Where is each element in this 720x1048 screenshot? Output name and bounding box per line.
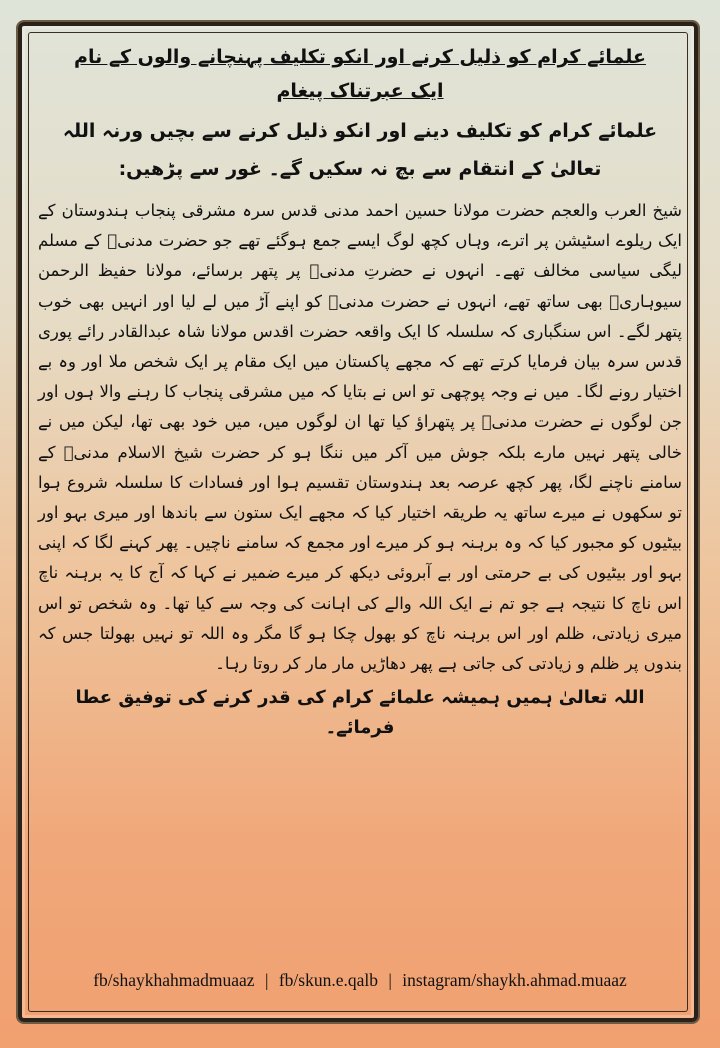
separator: | (264, 970, 269, 990)
instagram-handle: instagram/shaykh.ahmad.muaaz (402, 970, 627, 990)
facebook-handle-2: fb/skun.e.qalb (278, 970, 378, 990)
title-line-1: علمائے کرام کو ذلیل کرنے اور انکو تکلیف پہنچانے والوں کے نام (74, 46, 646, 68)
closing-prayer: اللہ تعالیٰ ہمیں ہمیشہ علمائے کرام کی قدر کرنے کی توفیق عطا فرمائے۔ (75, 687, 645, 739)
article (38, 40, 682, 743)
body-text: شیخ العرب والعجم حضرت مولانا حسین احمد مدنی قدس سرہ مشرقی پنجاب ہندوستان کے ایک ریلوے اسٹیشن پر اترے، وہاں کچھ لوگ ایسے جمع ہوگئے تھے جو حضرت مدنیؒ کے مسلم لیگی سیاسی مخالف تھے۔ انہوں نے حضرتِ مدنیؒ پر پتھر برسائے، مولانا حفیظ الرحمن سیوہاریؒ بھی ساتھ تھے، انہوں نے حضرت مدنیؒ کو اپنے آڑ میں لے لیا اور انہیں بھی خوب پتھر لگے۔ اس سنگباری کہ سلسلہ کا ایک واقعہ حضرت اقدس مولانا شاہ عبدالقادر رائے پوری قدس سرہ بیان فرمایا کرتے تھے کہ مجھے پاکستان میں ایک مقام پر ایک شخص ملا اور وہ بے اختیار رونے لگا۔ میں نے وجہ پوچھی تو اس نے بتایا کہ میں مشرقی پنجاب کا رہنے والا ہوں اور جن لوگوں نے حضرت مدنیؒ پر پتھراؤ کیا تھا ان لوگوں میں، میں خود بھی تھا، لیکن میں نے خالی پتھر نہیں مارے بلکہ جوش میں آکر میں ننگا ہو کر حضرت شیخ الاسلام مدنیؒ کے سامنے ناچنے لگا، پھر کچھ عرصہ بعد ہندوستان تقسیم ہوا اور فسادات کا سلسلہ شروع ہوا تو سکھوں نے میرے ساتھ یہ طریقہ اختیار کیا کہ مجھے ایک ستون سے باندھا اور میری بہو اور بیٹیوں کو مجبور کیا کہ وہ برہنہ ہو کر میرے اور مجمع کہ سامنے ناچیں۔ پھر کہنے لگا کہ اپنی بہو اور بیٹیوں کی بے حرمتی اور بے آبروئی دیکھ کر میرے ضمیر نے کہا کہ آج کا یہ برہنہ ناچ اس ناچ کا نتیجہ ہے جو تم نے ایک اللہ والے کی اہانت کی وجہ سے کیا تھا۔ وہ شخص تو اس میری زیادتی، ظلم اور اس برہنہ ناچ کو بھول چکا ہو گا مگر وہ اللہ تو نہیں بھولتا جس کہ بندوں پر ظلم و زیادتی کی جاتی ہے پھر دھاڑیں مار مار کر روتا رہا۔ (38, 201, 682, 674)
facebook-handle-1: fb/shaykhahmadmuaaz (93, 970, 255, 990)
social-footer (18, 970, 702, 991)
title-line-2: ایک عبرتناک پیغام (276, 80, 444, 102)
separator: | (388, 970, 392, 990)
intro-text: علمائے کرام کو تکلیف دینے اور انکو ذلیل کرنے سے بچیں ورنہ اللہ تعالیٰ کے انتقام سے بچ نہ سکیں گے۔ غور سے پڑھیں: (62, 120, 658, 180)
